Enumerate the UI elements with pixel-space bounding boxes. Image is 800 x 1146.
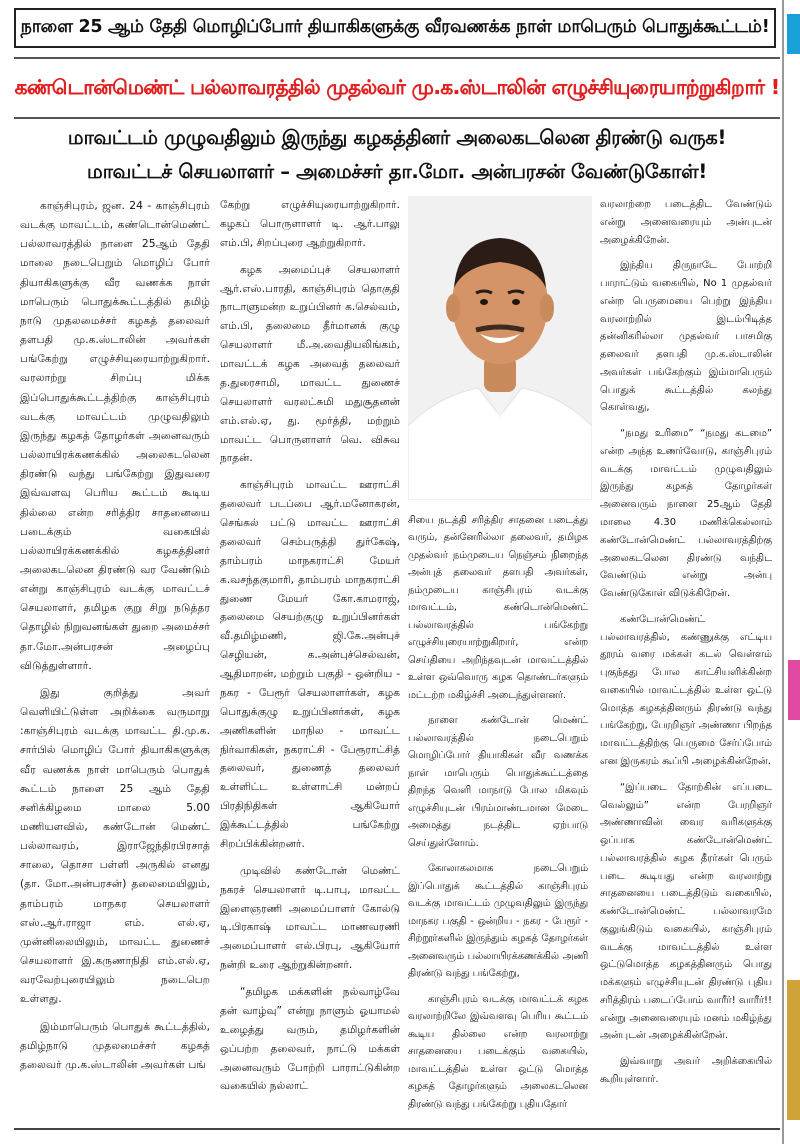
edge-color-block <box>787 14 800 54</box>
paragraph: கேற்று எழுச்சியுரையாற்றுகிறார். கழகப் பொருளாளர் டி. ஆர்.பாலு எம்.பி, சிறப்புரை ஆற்றுகிறார். <box>220 199 400 249</box>
main-headline: கண்டொன்மெண்ட் பல்லாவரத்தில் முதல்வர் மு.க.ஸ்டாலின் எழுச்சியுரையாற்றுகிறார் ! <box>14 74 780 99</box>
kicker-line: நாளை 25 ஆம் தேதி மொழிப்போர் தியாகிகளுக்கு வீரவணக்க நாள் மாபெரும் பொதுக்கூட்டம்! <box>20 17 770 37</box>
article-column-3 <box>408 512 588 1132</box>
paragraph: இந்திய திருநாடே போற்றி பாராட்டும் வகையில், No 1 முதல்வர் என்ற பெருமையை பெற்று இந்திய வரலாற்றில் இடம்பிடித்த தன்னிகரில்லா முதல்வர் பாசமிகு தலைவர் தளபதி மு.க.ஸ்டாலின் அவர்கள் பங்கேற்கும் இம்மாபெரும் பொதுக் கூட்டத்தில் கலந்து கொள்வது, <box>600 260 772 414</box>
paragraph: வரலாற்றை படைத்திட வேண்டும் என்று அனைவரையும் அன்புடன் அழைக்கிறேன். <box>600 199 772 246</box>
portrait-icon <box>408 196 592 500</box>
paragraph: காஞ்சிபுரம் மாவட்ட ஊராட்சி தலைவர் படப்பை ஆர்.மனோகரன், செங்கல் பட்டு மாவட்ட ஊராட்சி தலைவர் செம்பருத்தி துர்கேஷ், தாம்பரம் மாநகராட்சி மேயர் க.வசந்தகுமாரி, தாம்பரம் மாநகராட்சி துணை மேயர் கோ.காமராஜ், தலைமை செயற்குழு உறுப்பினர்கள் வீ.தமிழ்மணி, ஜி.கே.அன்புச் செழியன், க.அன்புச்செல்வன், ஆதிமாறன், மற்றும் பகுதி - ஒன்றிய - நகர - பேரூர் செயலாளர்கள், கழக பொதுக்குழு உறுப்பினர்கள், கழக அணிகளின் மாநில - மாவட்ட நிர்வாகிகள், நகராட்சி - பேரூராட்சித் தலைவர், துணைத் தலைவர் உள்ளிட்ட உள்ளாட்சி மன்றப் பிரதிநிதிகள் ஆகியோர் இக்கூட்டத்தில் பங்கேற்று சிறப்பிக்கின்றனர். <box>220 479 400 850</box>
article-column-4 <box>600 196 772 1126</box>
paragraph: முடிவில் கண்டோன் மெண்ட் நகரச் செயலாளர் டி.பாபு, மாவட்ட இளைஞரணி அமைப்பாளர் கோல்டு டி.பிரகாஷ் மாவட்ட மாணவரணி அமைப்பாளர் எல்.பிரபு, ஆகியோர் நன்றி உரை ஆற்றுகின்றனர். <box>220 864 400 972</box>
paragraph: கழக அமைப்புச் செயலாளர் ஆர்.எஸ்.பாரதி, காஞ்சிபுரம் தொகுதி நாடாளுமன்ற உறுப்பினர் க.செல்வம், எம்.பி, தலைமை தீர்மானக் குழு செயலாளர் மீ.அ.வைதியலிங்கம், மாவட்டக் கழக அவைத் தலைவர் த.துரைசாமி, மாவட்ட துணைச் செயலாளர் வரலட்சுமி மதுசூதனன் எம்.எல்.ஏ, து. மூர்த்தி, மற்றும் மாவட்ட பொருளாளர் வெ. விசுவ நாதன். <box>220 263 400 465</box>
subdeck-line-1: மாவட்டம் முழுவதிலும் இருந்து கழகத்தினர் அலைகடலென திரண்டு வருக! <box>67 126 727 149</box>
article-column-2 <box>220 196 400 1106</box>
kicker-box <box>14 8 776 48</box>
headline-banner <box>14 57 780 119</box>
paragraph: இம்மாபெரும் பொதுக் கூட்டத்தில், தமிழ்நாடு முதலமைச்சர் கழகத் தலைவர் மு.க.ஸ்டாலின் அவர்கள் பங் <box>20 1019 210 1071</box>
subdeck-line-2: மாவட்டச் செயலாளர் – அமைச்சர் தா.மோ. அன்பரசன் வேண்டுகோள்! <box>87 160 707 183</box>
paragraph: நாளை கண்டோன் மெண்ட் பல்லாவரத்தில் நடைபெறும் மொழிப்போர் தியாகிகள் வீர வணக்க நாள் மாபெரும் பொதுக்கூட்டத்தை திறந்த வெளி மாநாடு போல மிகவும் எழுச்சியுடன் பிரம்மாண்டமான மேடை அமைத்து நடத்திட ஏற்பாடு செய்துள்ளோம். <box>408 715 588 849</box>
article-column-1 <box>20 196 210 1126</box>
next-article-strip <box>14 1128 780 1146</box>
portrait-photo <box>408 196 592 500</box>
paragraph: “நமது உரிமை” “நமது கடமை” என்ற அந்த உணர்வோடு, காஞ்சிபுரம் வடக்கு மாவட்டம் முழுவதிலும் இருந்து கழகத் தோழர்கள் அனைவரும் நாளை 25ஆம் தேதி மாலை 4.30 மணிக்கெல்லாம் கண்டோன்மெண்ட் பல்லாவரத்திற்கு அலைகடலென திரண்டு வந்திட வேண்டும் என்று அன்பு வேண்டுகோள் விடுக்கிறேன். <box>600 428 772 600</box>
paragraph: இவ்வாறு அவர் அறிக்கையில் கூறியுள்ளார். <box>600 1056 772 1085</box>
paragraph: கோலாகலமாக நடைபெறும் இப்பொதுக் கூட்டத்தில் காஞ்சிபுரம் வடக்கு மாவட்டம் முழுவதிலும் இருந்து மாநகர பகுதி - ஒன்றிய - நகர - பேரூர் - சிற்றூர்களில் இருந்தும் கழகத் தோழர்கள் அனைவரும் பல்லாயிரக்கணக்கில் அணி திரண்டு வந்து பங்கேற்று, <box>408 863 588 980</box>
paragraph: கண்டோன்மெண்ட் பல்லாவரத்தில், கண்ணுக்கு எட்டிய தூரம் வரை மக்கள் கடல் வெள்ளம் புகுந்தது போல காட்சியளிக்கின்ற வகையில் மாவட்டத்தில் உள்ள ஒட்டு மொத்த கழகத்தினரும் திரண்டு வந்து பங்கேற்று, பேரறிஞர் அண்ணா பிறந்த மாவட்டத்திற்கு பெருமை சேர்ப்போம் என இருகரம் கூப்பி அழைக்கின்றேன். <box>600 613 772 767</box>
paragraph: “இப்படை தோற்கின் எப்படை வெல்லும்” என்ற பேரறிஞர் அண்ணாவின் வைர வரிகளுக்கு ஒப்பாக கண்டோன்மெண்ட் பல்லாவரத்தில் கழக தீரர்கள் பெரும் படை கூடியது என்ற வரலாற்று சாதனையை படைத்திடும் வகையில், கண்டோன்மெண்ட் பல்லாவரமே குலுங்கிடும் வகையில், காஞ்சிபுரம் வடக்கு மாவட்டத்தில் உள்ள ஒட்டுமொத்த கழகத்தினரும் பொது மக்களும் எழுச்சியுடன் திரண்டு புதிய சரித்திரம் படைப்போம் வாரீர்! வாரீர்!! என்று அனைவரையும் மனம் மகிழ்ந்து அன்புடன் அழைக்கின்றேன். <box>600 781 772 1042</box>
edge-color-block <box>788 660 800 720</box>
paragraph: இது குறித்து அவர் வெளியிட்டுள்ள அறிக்கை வருமாறு :காஞ்சிபுரம் வடக்கு மாவட்ட தி.மு.க. சார்பில் மொழிப் போர் தியாகிகளுக்கு வீர வணக்க நாள் மாபெரும் பொதுக் கூட்டம் நாளை 25 ஆம் தேதி சனிக்கிழமை மாலை 5.00 மணியளவில், கண்டோன் மெண்ட் பல்லாவரம், இராஜேந்திரபிரசாத் சாலை, தொசா பள்ளி அருகில் எனது (தா. மோ.அன்பரசன்) தலைமையிலும், தாம்பரம் மாநகர செயலாளர் எஸ்.ஆர்.ராஜா எம். எல்.ஏ, முன்னிலையிலும், மாவட்ட துணைச் செயலாளர் இ.கருணாநிதி எம்.எல்.ஏ, வரவேற்புரையிலும் நடைபெற உள்ளது. <box>20 685 210 1006</box>
edge-color-block <box>787 980 800 1120</box>
paragraph: “தமிழக மக்களின் நல்வாழ்வே தன் வாழ்வு” என்று நாளும் ஓயாமல் உழைத்து வரும், தமிழர்களின் ஒப்பற்ற தலைவர், நாட்டு மக்கள் அனைவரும் போற்றி பாராட்டுகின்ற வகையில் நல்லாட் <box>220 986 400 1093</box>
paragraph: காஞ்சிபுரம், ஜன. 24 - காஞ்சிபுரம் வடக்கு மாவட்டம், கண்டொன்மெண்ட் பல்லாவரத்தில் நாளை 25ஆம் தேதி மாலை நடைபெறும் மொழிப் போர் தியாகிகளுக்கு வீர வணக்க நாள் மாபெரும் பொதுக்கூட்டத்தில் தமிழ் நாடு முதலமைச்சர் கழகத் தலைவர் தளபதி மு.க.ஸ்டாலின் அவர்கள் பங்கேற்று எழுச்சியுரையாற்றுகிறார். வரலாற்று சிறப்பு மிக்க இப்பொதுக்கூட்டத்திற்கு காஞ்சிபுரம் வடக்கு மாவட்டம் முழுவதிலும் இருந்து கழகத் தோழர்கள் அனைவரும் பல்லாயிரக்கணக்கில் அலைகடலென திரண்டு வந்து பங்கேற்று இதுவரை இவ்வளவு பெரிய கூட்டம் கூடிய தில்லை என்ற சரித்திர சாதனையை படைக்கும் வகையில் பல்லாயிரக்கணக்கில் கழகத்தினர் அலைகடலென திரண்டு வர வேண்டும் என்று காஞ்சிபுரம் வடக்கு மாவட்டச் செயலாளர், தமிழக குறு சிறு நடுத்தர தொழில் நிறுவனங்கள் துறை அமைச்சர் தா.மோ.அன்பரசன் அழைப்பு விடுத்துள்ளார். <box>20 199 210 672</box>
paragraph: காஞ்சிபுரம் வடக்கு மாவட்டக் கழக வரலாற்றிலே இவ்வளவு பெரிய கூட்டம் கூடிய தில்லை என்ற வரலாற்று சாதனையை படைக்கும் வகையில், மாவட்டத்தில் உள்ள ஒட்டு மொத்த கழகத் தோழர்களும் அலைகடலென திரண்டு வந்து பங்கேற்று புதியதோர் <box>408 993 588 1110</box>
paragraph: சியை நடத்தி சரித்திர சாதனை படைத்து வரும், தன்னேரில்லா தலைவர், தமிழக முதல்வர் நம்முடைய நெஞ்சம் நிறைந்த அன்புத் தலைவர் தளபதி அவர்கள், நம்முடைய காஞ்சிபுரம் வடக்கு மாவட்டம், கண்டொன்மெண்ட் பல்லாவரத்தில் பங்கேற்று எழுச்சியுரையாற்றுகிறார், என்ற செய்தியை அறிந்தவுடன் மாவட்டத்தில் உள்ள ஒவ்வொரு கழக தொண்டர்களும் மட்டற்ற மகிழ்ச்சி அடைந்துள்ளனர். <box>408 515 588 701</box>
adjacent-page-edge <box>782 0 800 1144</box>
